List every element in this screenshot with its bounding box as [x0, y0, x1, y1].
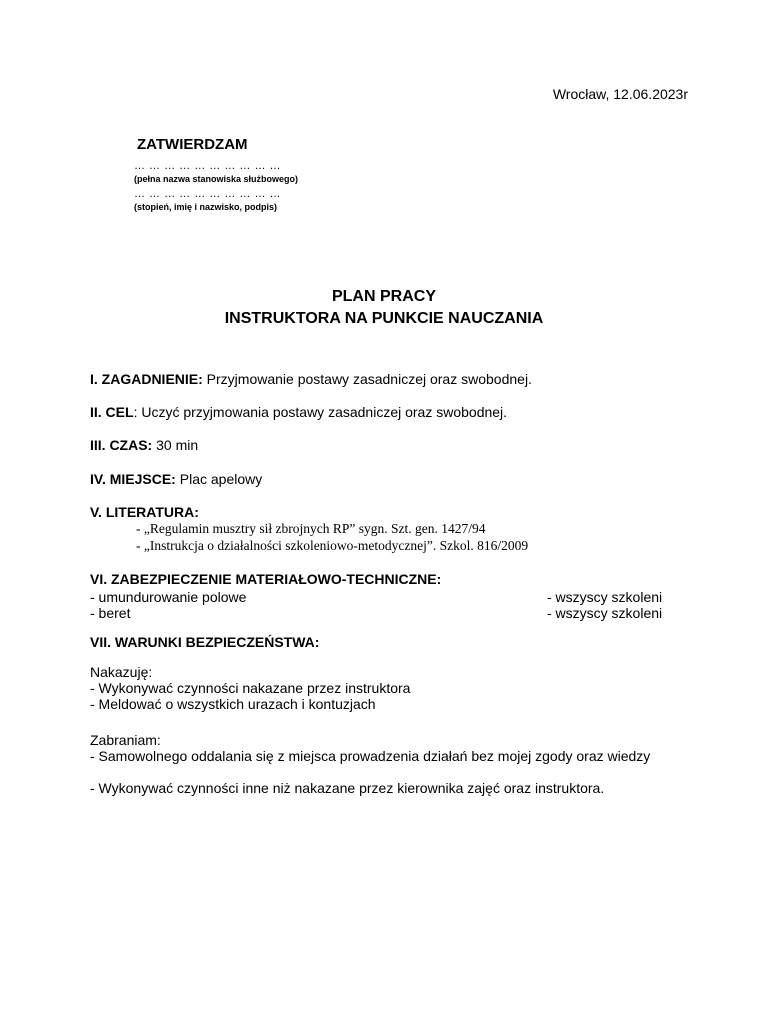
prohibition-item: - Wykonywać czynności inne niż nakazane przez kierownika zajęć oraz instruktora.: [90, 780, 605, 796]
literature-item: - „Regulamin musztry sił zbrojnych RP” sygn. Szt. gen. 1427/94: [136, 521, 486, 536]
section-equipment-label: VI. ZABEZPIECZENIE MATERIAŁOWO-TECHNICZNE:: [90, 571, 442, 587]
section-time: [90, 437, 198, 453]
approval-signature-caption: (stopień, imię i nazwisko, podpis): [134, 202, 278, 212]
section-equipment: [90, 571, 441, 587]
equipment-assignee: - wszyscy szkoleni: [547, 605, 663, 621]
orders-heading: Nakazuję:: [90, 664, 153, 680]
section-topic: [90, 371, 532, 387]
section-time-label: III. CZAS:: [90, 437, 153, 453]
section-goal-text: : Uczyć przyjmowania postawy zasadniczej oraz swobodnej.: [133, 404, 508, 420]
section-safety: [90, 634, 319, 650]
section-goal-label: II. CEL: [90, 404, 134, 420]
equipment-item: - beret: [90, 605, 131, 621]
equipment-assignee: - wszyscy szkoleni: [547, 589, 663, 605]
approval-position-caption: (pełna nazwa stanowiska służbowego): [134, 174, 299, 184]
approval-heading: ZATWIERDZAM: [137, 136, 248, 153]
section-topic-label: I. ZAGADNIENIE:: [90, 371, 203, 387]
document-title: PLAN PRACY: [331, 288, 436, 305]
prohibition-item: - Samowolnego oddalania się z miejsca prowadzenia działań bez mojej zgody oraz wiedzy: [90, 748, 651, 764]
section-place-text: Plac apelowy: [175, 471, 263, 487]
order-item: - Meldować o wszystkich urazach i kontuzjach: [90, 696, 376, 712]
equipment-item: - umundurowanie polowe: [90, 589, 247, 605]
document-subtitle: INSTRUKTORA NA PUNKCIE NAUCZANIA: [224, 310, 544, 327]
section-topic-text: Przyjmowanie postawy zasadniczej oraz swobodnej.: [202, 371, 532, 387]
section-literature: [90, 504, 199, 520]
section-place: [90, 471, 262, 487]
section-safety-label: VII. WARUNKI BEZPIECZEŃSTWA:: [90, 634, 320, 650]
literature-item: - „Instrukcja o działalności szkoleniowo-metodycznej”. Szkol. 816/2009: [136, 538, 529, 553]
section-literature-label: V. LITERATURA:: [90, 504, 199, 520]
approval-signature-dots: … … … … … … … … … …: [134, 188, 282, 200]
approval-position-dots: … … … … … … … … … …: [134, 160, 282, 172]
section-goal: [90, 404, 507, 420]
document-date: Wrocław, 12.06.2023r: [552, 86, 688, 102]
section-place-label: IV. MIEJSCE:: [90, 471, 176, 487]
section-time-text: 30 min: [152, 437, 199, 453]
order-item: - Wykonywać czynności nakazane przez instruktora: [90, 680, 411, 696]
prohibitions-heading: Zabraniam:: [90, 732, 161, 748]
